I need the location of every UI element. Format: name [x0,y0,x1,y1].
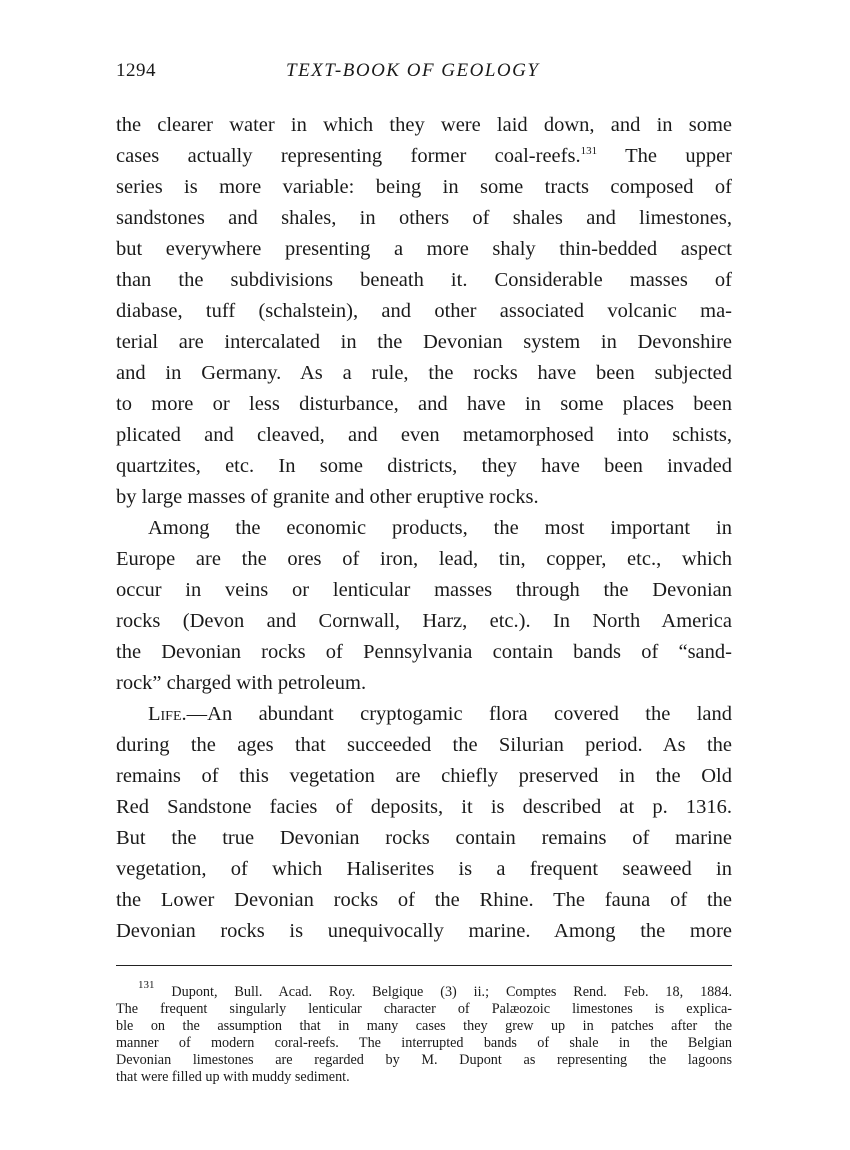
text-line: remains of this vegetation are chiefly preserved in the Old [116,765,732,787]
footnote-marker: 131 [138,979,155,991]
text-line: to more or less disturbance, and have in some places been [116,393,732,415]
text-span: Dupont, Bull. Acad. Roy. Belgique (3) ii.; Comptes Rend. Feb. 18, 1884. [154,984,732,1000]
text-line: the Devonian rocks of Pennsylvania contain bands of “sand- [116,641,732,663]
text-line: by large masses of granite and other eruptive rocks. [116,486,539,508]
text-span: —An abundant cryptogamic flora covered the land [186,703,732,725]
text-line: plicated and cleaved, and even metamorphosed into schists, [116,424,732,446]
footnote-line: that were filled up with muddy sediment. [116,1069,350,1085]
body-text [116,110,732,947]
page-number: 1294 [116,60,156,81]
text-line: Devonian rocks is unequivocally marine. Among the more [116,920,732,942]
text-line: the clearer water in which they were laid down, and in some [116,114,732,136]
text-line: terial are intercalated in the Devonian system in Devonshire [116,331,732,353]
footnote [116,979,732,1086]
footnote-line: Devonian limestones are regarded by M. Dupont as representing the lagoons [116,1052,732,1068]
text-line: series is more variable: being in some tracts composed of [116,176,732,198]
section-heading: Life. [148,703,187,725]
text-line: but everywhere presenting a more shaly thin-bedded aspect [116,238,732,260]
text-line: But the true Devonian rocks contain remains of marine [116,827,732,849]
text-line: Among the economic products, the most important in [148,517,732,539]
footnote-line: ble on the assumption that in many cases they grew up in patches after the [116,1018,732,1034]
text-line: sandstones and shales, in others of shales and limestones, [116,207,732,229]
text-span: cases actually representing former coal-reefs. [116,145,581,167]
text-line: diabase, tuff (schalstein), and other associated volcanic ma- [116,300,732,322]
text-line: occur in veins or lenticular masses through the Devonian [116,579,732,601]
paragraph [116,513,732,699]
text-span: The upper [597,145,732,167]
book-page [116,60,732,1086]
text-line: quartzites, etc. In some districts, they have been invaded [116,455,732,477]
footnote-line: The frequent singularly lenticular character of Palæozoic limestones is explica- [116,1001,732,1017]
text-line [116,699,732,730]
paragraph [116,110,732,513]
text-line: rocks (Devon and Cornwall, Harz, etc.). In North America [116,610,732,632]
text-line: Red Sandstone facies of deposits, it is described at p. 1316. [116,796,732,818]
footnote-line: manner of modern coral-reefs. The interrupted bands of shale in the Belgian [116,1035,732,1051]
running-head [116,60,732,90]
text-line [116,141,732,172]
text-line: rock” charged with petroleum. [116,672,367,694]
footnote-reference: 131 [580,145,598,157]
footnote-line [116,979,732,1001]
text-line: the Lower Devonian rocks of the Rhine. The fauna of the [116,889,732,911]
text-line: vegetation, of which Haliserites is a frequent seaweed in [116,858,732,880]
text-line: Europe are the ores of iron, lead, tin, copper, etc., which [116,548,732,570]
footnote-rule [116,965,732,966]
text-line: and in Germany. As a rule, the rocks have been subjected [116,362,732,384]
text-line: during the ages that succeeded the Silurian period. As the [116,734,732,756]
running-title: TEXT-BOOK OF GEOLOGY [286,60,540,81]
paragraph [116,699,732,947]
text-line: than the subdivisions beneath it. Considerable masses of [116,269,732,291]
